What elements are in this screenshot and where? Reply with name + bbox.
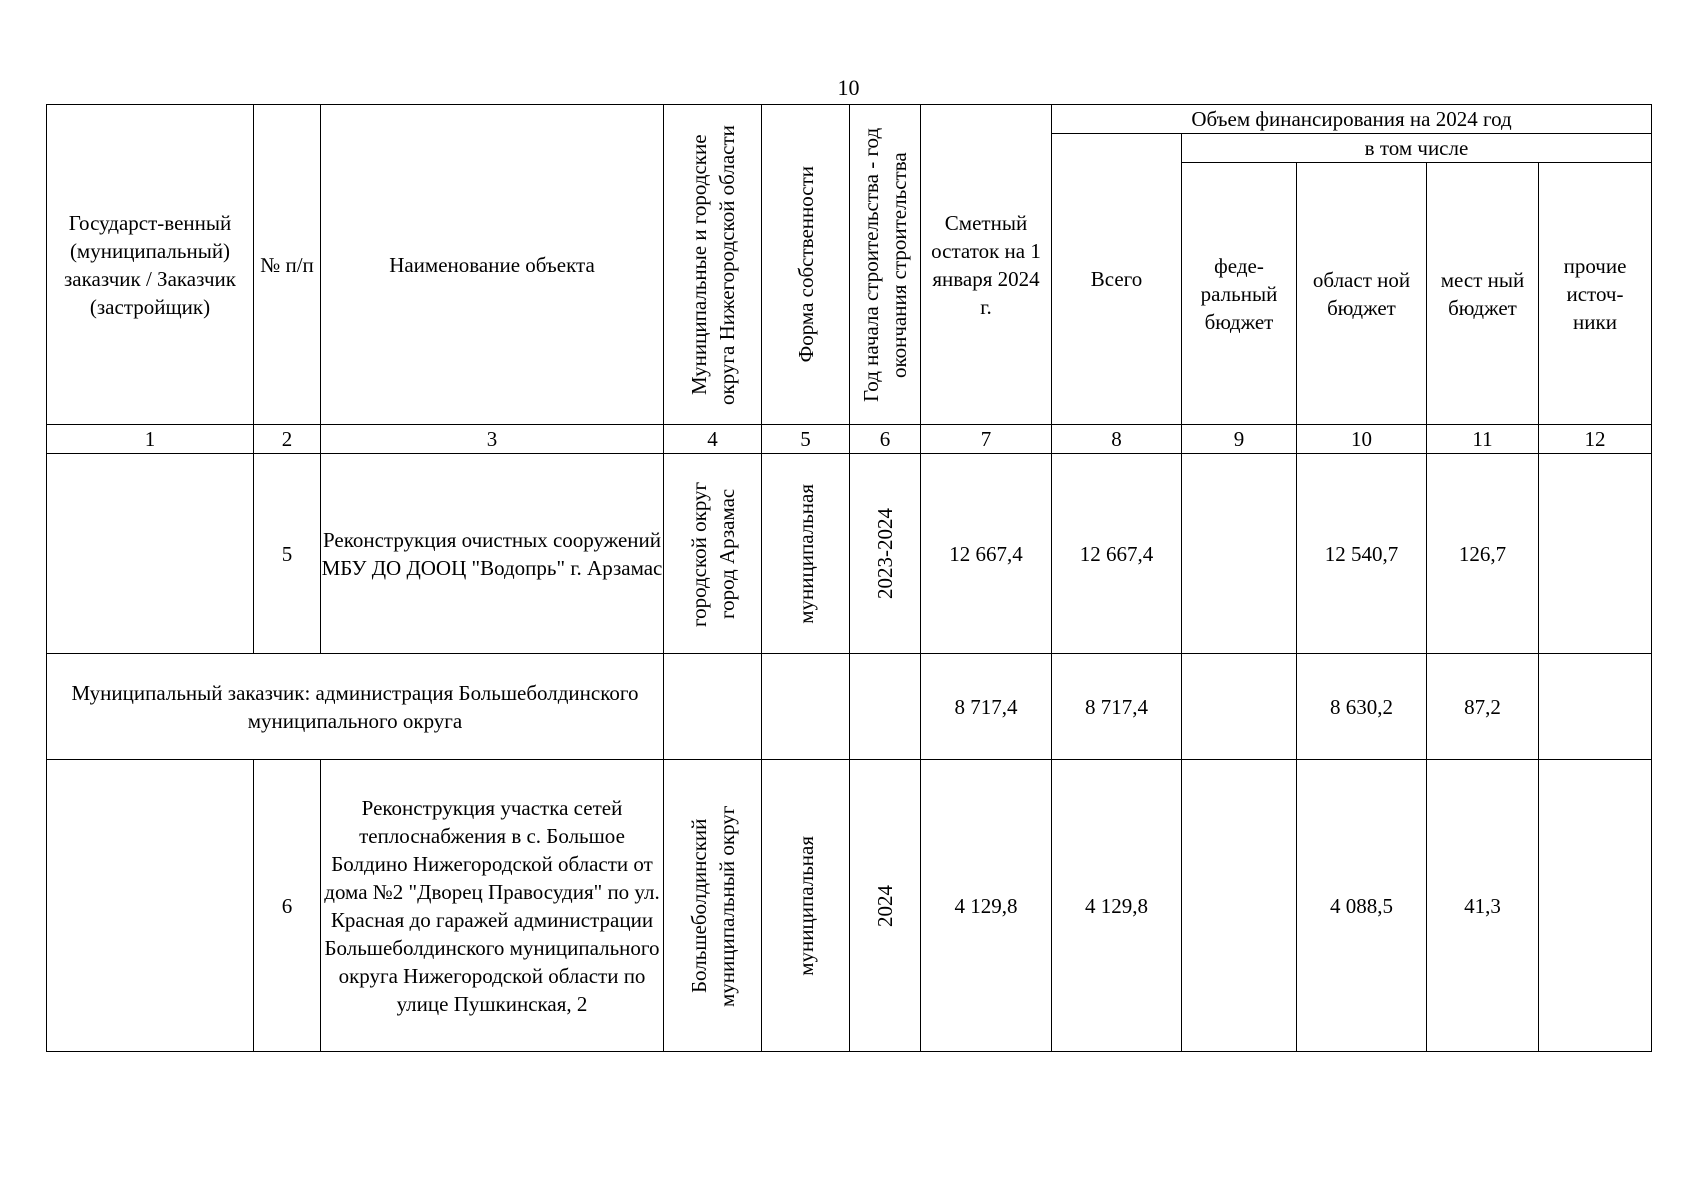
row-ownership: муниципальная: [762, 454, 850, 654]
customer-summary-label: Муниципальный заказчик: администрация Большеболдинского муниципального округа: [47, 654, 664, 760]
column-number: 11: [1427, 425, 1539, 454]
summary-federal: [1182, 654, 1297, 760]
financing-table: [46, 104, 1652, 1052]
header-municipality: Муниципальные и городские округа Нижегородской области: [664, 105, 762, 425]
summary-ownership: [762, 654, 850, 760]
table-row: [47, 454, 1652, 654]
header-row: [47, 105, 1652, 134]
customer-summary-row: [47, 654, 1652, 760]
header-including: в том числе: [1182, 134, 1652, 163]
row-number: 6: [254, 760, 321, 1052]
row-other: [1539, 454, 1652, 654]
summary-other: [1539, 654, 1652, 760]
header-federal: феде-ральный бюджет: [1182, 163, 1297, 425]
header-balance: Сметный остаток на 1 января 2024 г.: [921, 105, 1052, 425]
summary-balance: 8 717,4: [921, 654, 1052, 760]
row-balance: 12 667,4: [921, 454, 1052, 654]
column-number: 4: [664, 425, 762, 454]
header-other: прочие источ-ники: [1539, 163, 1652, 425]
header-total: Всего: [1052, 134, 1182, 425]
header-customer: Государст-венный (муниципальный) заказчик / Заказчик (застройщик): [47, 105, 254, 425]
header-local: мест ный бюджет: [1427, 163, 1539, 425]
column-number: 3: [321, 425, 664, 454]
header-object-name: Наименование объекта: [321, 105, 664, 425]
row-municipality: городской округ город Арзамас: [664, 454, 762, 654]
table-row: [47, 760, 1652, 1052]
header-ownership: Форма собственности: [762, 105, 850, 425]
column-number: 8: [1052, 425, 1182, 454]
summary-local: 87,2: [1427, 654, 1539, 760]
row-balance: 4 129,8: [921, 760, 1052, 1052]
row-years: 2024: [850, 760, 921, 1052]
row-other: [1539, 760, 1652, 1052]
column-number-row: [47, 425, 1652, 454]
header-years: Год начала строительства - год окончания строительства: [850, 105, 921, 425]
column-number: 2: [254, 425, 321, 454]
row-number: 5: [254, 454, 321, 654]
row-ownership: муниципальная: [762, 760, 850, 1052]
row-federal: [1182, 454, 1297, 654]
summary-years: [850, 654, 921, 760]
row-local: 41,3: [1427, 760, 1539, 1052]
column-number: 7: [921, 425, 1052, 454]
row-total: 12 667,4: [1052, 454, 1182, 654]
column-number: 1: [47, 425, 254, 454]
row-local: 126,7: [1427, 454, 1539, 654]
row-federal: [1182, 760, 1297, 1052]
row-object-name: Реконструкция очистных сооружений МБУ ДО ДООЦ "Водопрь" г. Арзамас: [321, 454, 664, 654]
summary-regional: 8 630,2: [1297, 654, 1427, 760]
summary-municipality: [664, 654, 762, 760]
summary-total: 8 717,4: [1052, 654, 1182, 760]
row-regional: 12 540,7: [1297, 454, 1427, 654]
row-regional: 4 088,5: [1297, 760, 1427, 1052]
row-total: 4 129,8: [1052, 760, 1182, 1052]
column-number: 9: [1182, 425, 1297, 454]
column-number: 6: [850, 425, 921, 454]
header-regional: област ной бюджет: [1297, 163, 1427, 425]
row-object-name: Реконструкция участка сетей теплоснабжения в с. Большое Болдино Нижегородской области от дома №2 "Дворец Правосудия" по ул. Красная до гаражей администрации Большеболдинского муниципального округа Нижегородской области по улице Пушкинская, 2: [321, 760, 664, 1052]
column-number: 5: [762, 425, 850, 454]
column-number: 10: [1297, 425, 1427, 454]
row-municipality: Большеболдинский муниципальный округ: [664, 760, 762, 1052]
row-years: 2023-2024: [850, 454, 921, 654]
row-customer: [47, 454, 254, 654]
page-number: 10: [837, 75, 860, 100]
column-number: 12: [1539, 425, 1652, 454]
row-customer: [47, 760, 254, 1052]
header-financing: Объем финансирования на 2024 год: [1052, 105, 1652, 134]
header-num: № п/п: [254, 105, 321, 425]
